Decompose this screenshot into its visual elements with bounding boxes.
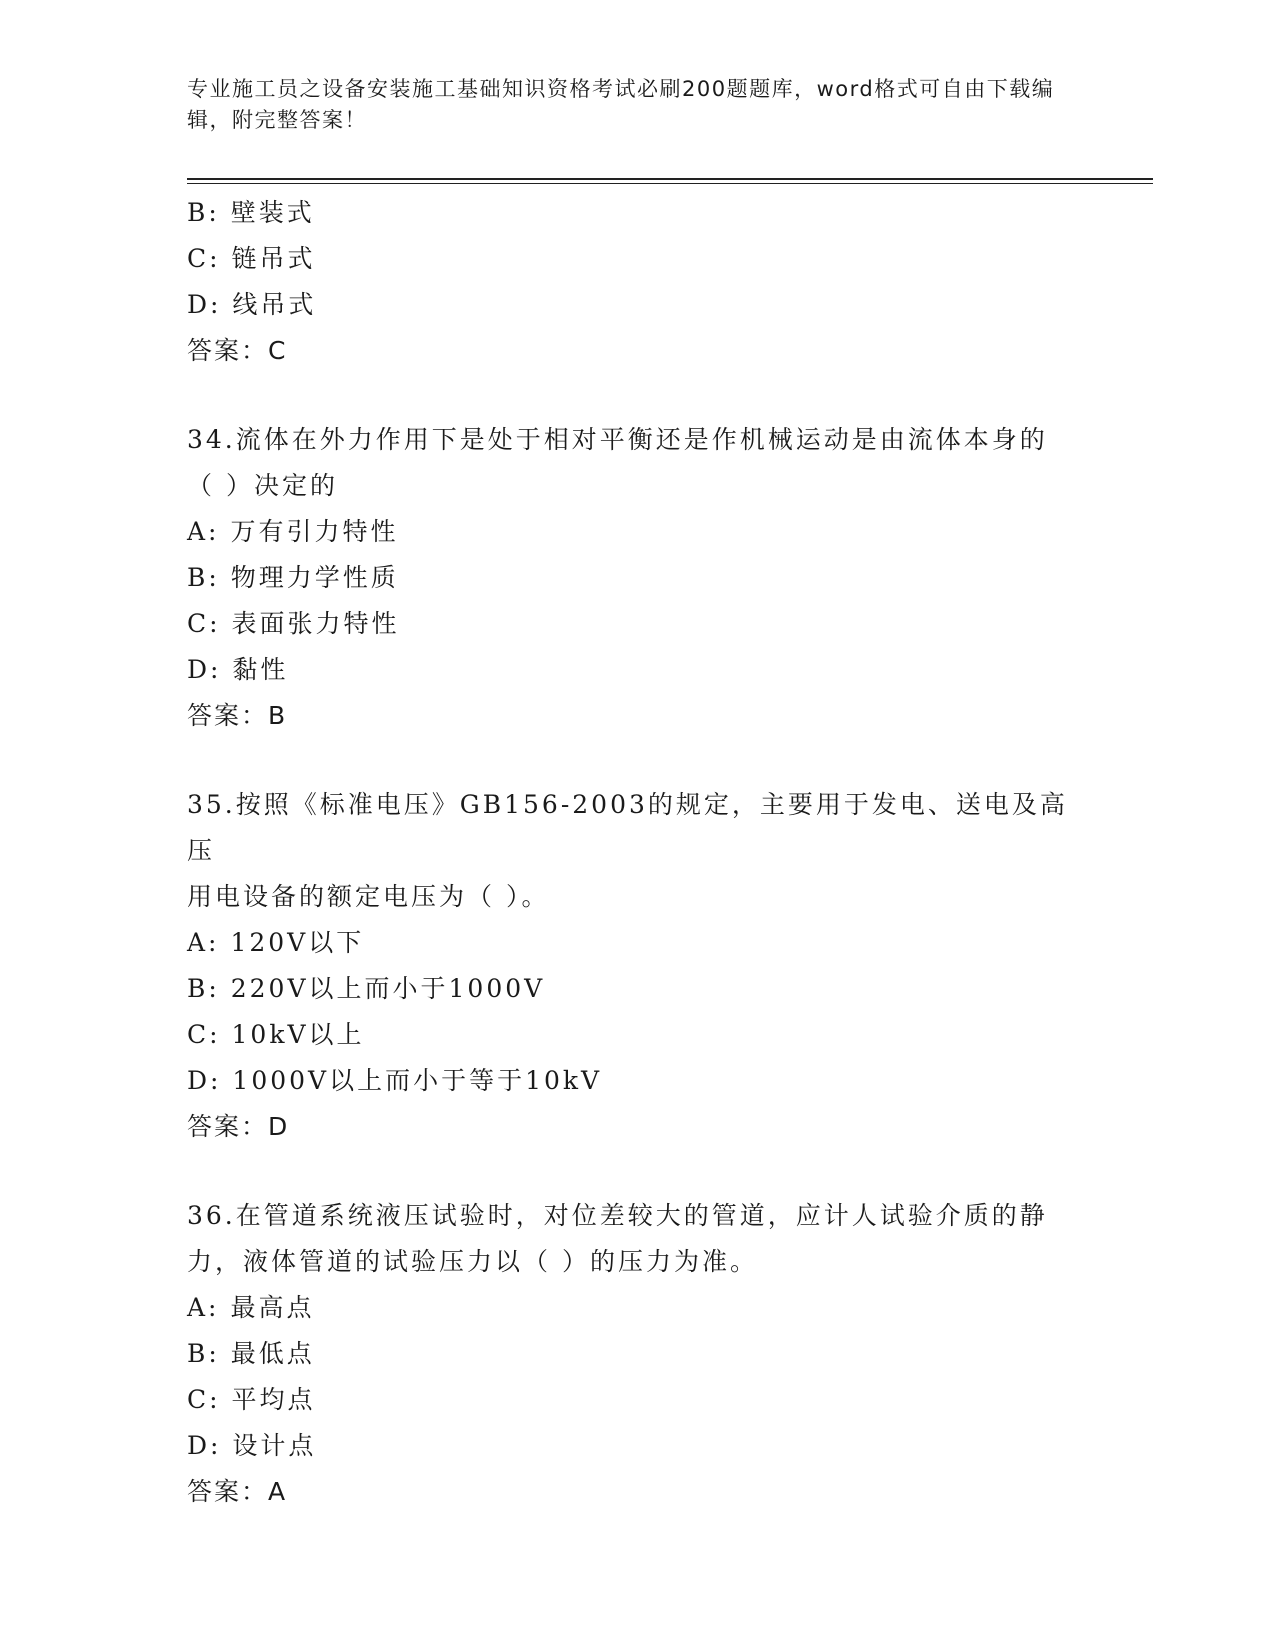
option-d: D: 黏性 bbox=[187, 655, 289, 684]
option-d: D: 1000V以上而小于等于10kV bbox=[187, 1066, 603, 1095]
option-a: A: 万有引力特性 bbox=[187, 517, 399, 546]
option-c: C: 表面张力特性 bbox=[187, 609, 400, 638]
option-b: B: 220V以上而小于1000V bbox=[187, 974, 546, 1003]
header-divider-thick bbox=[187, 178, 1153, 180]
question-text: 35.按照《标准电压》GB156-2003的规定，主要用于发电、送电及高压 用电设备的额定电压为（ ）。 bbox=[187, 790, 1068, 911]
answer: 答案：C bbox=[187, 336, 288, 365]
option-c: C: 链吊式 bbox=[187, 244, 316, 273]
option-a: A: 120V以下 bbox=[187, 928, 365, 957]
document-header bbox=[187, 74, 1067, 136]
question-35 bbox=[187, 782, 1087, 1150]
option-b: B: 物理力学性质 bbox=[187, 563, 399, 592]
option-a: A: 最高点 bbox=[187, 1293, 315, 1322]
option-b: B: 最低点 bbox=[187, 1339, 315, 1368]
option-b: B: 壁装式 bbox=[187, 198, 315, 227]
option-c: C: 平均点 bbox=[187, 1385, 316, 1414]
header-divider-thin bbox=[187, 183, 1153, 184]
answer: 答案：A bbox=[187, 1477, 288, 1506]
answer: 答案：D bbox=[187, 1112, 290, 1141]
question-text: 36.在管道系统液压试验时，对位差较大的管道，应计人试验介质的静 力，液体管道的试验压力以（ ）的压力为准。 bbox=[187, 1201, 1048, 1276]
question-36 bbox=[187, 1193, 1087, 1515]
header-title: 专业施工员之设备安装施工基础知识资格考试必刷200题题库，word格式可自由下载编辑，附完整答案！ bbox=[187, 77, 1055, 132]
option-c: C: 10kV以上 bbox=[187, 1020, 365, 1049]
question-text: 34.流体在外力作用下是处于相对平衡还是作机械运动是由流体本身的 （ ）决定的 bbox=[187, 425, 1048, 500]
question-34 bbox=[187, 417, 1087, 739]
answer: 答案：B bbox=[187, 701, 288, 730]
option-d: D: 线吊式 bbox=[187, 290, 317, 319]
option-d: D: 设计点 bbox=[187, 1431, 317, 1460]
continued-question bbox=[187, 190, 1087, 374]
question-content bbox=[187, 190, 1087, 1515]
